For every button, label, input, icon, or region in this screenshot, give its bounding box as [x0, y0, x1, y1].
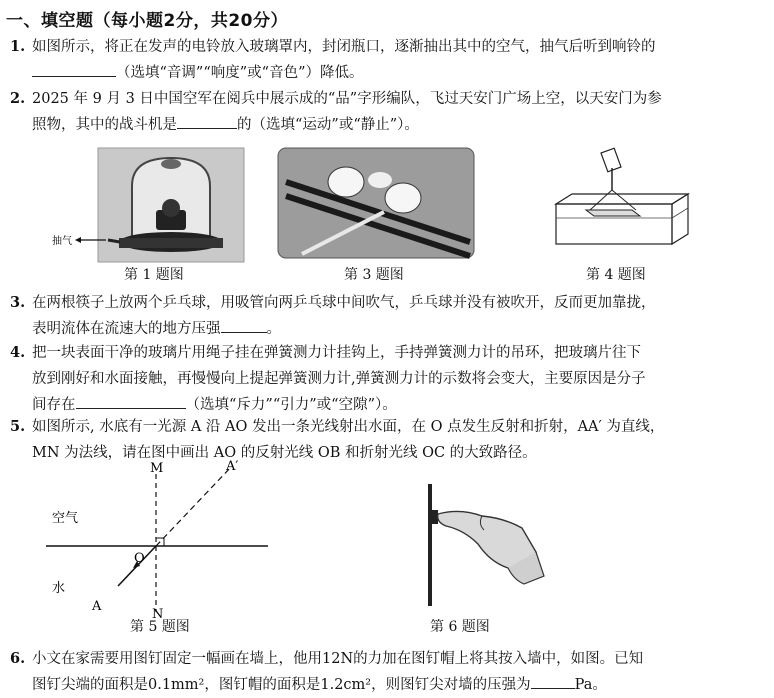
figure-6-caption: 第 6 题图 [430, 619, 490, 635]
question-4-line-3b: （选填“斥力”“引力”或“空隙”）。 [185, 397, 397, 413]
label-o: O [134, 551, 145, 566]
section-title: 一、填空题（每小题2分，共20分） [6, 11, 288, 31]
question-2 [10, 86, 662, 138]
question-2-line-1: 2025 年 9 月 3 日中国空军在阅兵中展示成的“品”字形编队，飞过天安门广场上空，以天安门为参 [32, 91, 662, 107]
label-m: M [150, 461, 164, 476]
thumbtack-image [412, 480, 562, 610]
question-1-number: 1. [10, 38, 26, 55]
suction-label: 抽气 [52, 236, 72, 247]
question-1-line-1: 如图所示，将正在发声的电铃放入玻璃罩内，封闭瓶口，逐渐抽出其中的空气，抽气后听到响铃的 [32, 39, 656, 55]
question-6-line-2a: 图钉尖端的面积是0.1mm²，图钉帽的面积是1.2cm²，则图钉尖对墙的压强为 [32, 677, 531, 693]
question-6-answer-blank[interactable] [531, 672, 575, 689]
label-n: N [152, 607, 164, 620]
question-5-number: 5. [10, 418, 26, 435]
figure-5-caption: 第 5 题图 [130, 619, 190, 635]
question-5-line-2: MN 为法线，请在图中画出 AO 的反射光线 OB 和折射光线 OC 的大致路径。 [32, 445, 537, 461]
question-4 [10, 340, 646, 418]
figure-1 [50, 146, 250, 268]
water-tank-image [548, 142, 698, 260]
figure-1-caption: 第 1 题图 [124, 267, 184, 283]
dashed-line-oa-prime [156, 466, 232, 546]
figure-5 [36, 460, 286, 624]
question-5-line-1: 如图所示, 水底有一光源 A 沿 AO 发出一条光线射出水面，在 O 点发生反射和折射，AA′ 为直线， [32, 419, 665, 435]
question-4-line-2: 放到刚好和水面接触，再慢慢向上提起弹簧测力计,弹簧测力计的示数将会变大，主要原因是分子 [32, 371, 646, 387]
question-3-line-2: 表明流体在流速大的地方压强 [32, 321, 221, 337]
question-3 [10, 290, 656, 342]
label-air: 空气 [52, 511, 79, 526]
question-3-line-2-end: 。 [266, 321, 281, 337]
question-2-line-2a: 照物，其中的战斗机是 [32, 117, 177, 133]
question-4-line-1: 把一块表面干净的玻璃片用绳子挂在弹簧测力计挂钩上，手持弹簧测力计的吊环，把玻璃片往下 [32, 345, 641, 361]
question-4-line-3a: 间存在 [32, 397, 76, 413]
ping-pong-image [276, 146, 476, 260]
question-1 [10, 34, 656, 86]
figure-3 [276, 146, 476, 264]
question-1-line-2: （选填“音调”“响度”或“音色”）降低。 [116, 65, 364, 81]
question-3-number: 3. [10, 294, 26, 311]
figure-4-caption: 第 4 题图 [586, 267, 646, 283]
question-6 [10, 646, 643, 698]
question-3-answer-blank[interactable] [221, 316, 267, 333]
question-3-line-1: 在两根筷子上放两个乒乓球，用吸管向两乒乓球中间吹气，乒乓球并没有被吹开，反而更加靠拢， [32, 295, 656, 311]
question-2-answer-blank[interactable] [177, 112, 237, 129]
question-6-line-2b: Pa。 [574, 677, 607, 693]
question-4-answer-blank[interactable] [76, 392, 186, 409]
figure-4 [548, 142, 698, 264]
bell-jar-image [50, 146, 250, 264]
question-2-line-2b: 的（选填“运动”或“静止”）。 [237, 117, 419, 133]
figure-3-caption: 第 3 题图 [344, 267, 404, 283]
label-a-prime: A′ [226, 460, 239, 474]
question-6-line-1: 小文在家需要用图钉固定一幅画在墙上，他用12N的力加在图钉帽上将其按入墙中，如图。已知 [32, 651, 644, 667]
question-4-number: 4. [10, 344, 26, 361]
label-water: 水 [52, 581, 66, 596]
figure-6 [412, 480, 562, 614]
question-1-answer-blank[interactable] [32, 60, 116, 77]
refraction-diagram [36, 460, 286, 620]
question-5 [10, 414, 664, 466]
label-a: A [92, 599, 102, 614]
question-2-number: 2. [10, 90, 26, 107]
question-6-number: 6. [10, 650, 26, 667]
